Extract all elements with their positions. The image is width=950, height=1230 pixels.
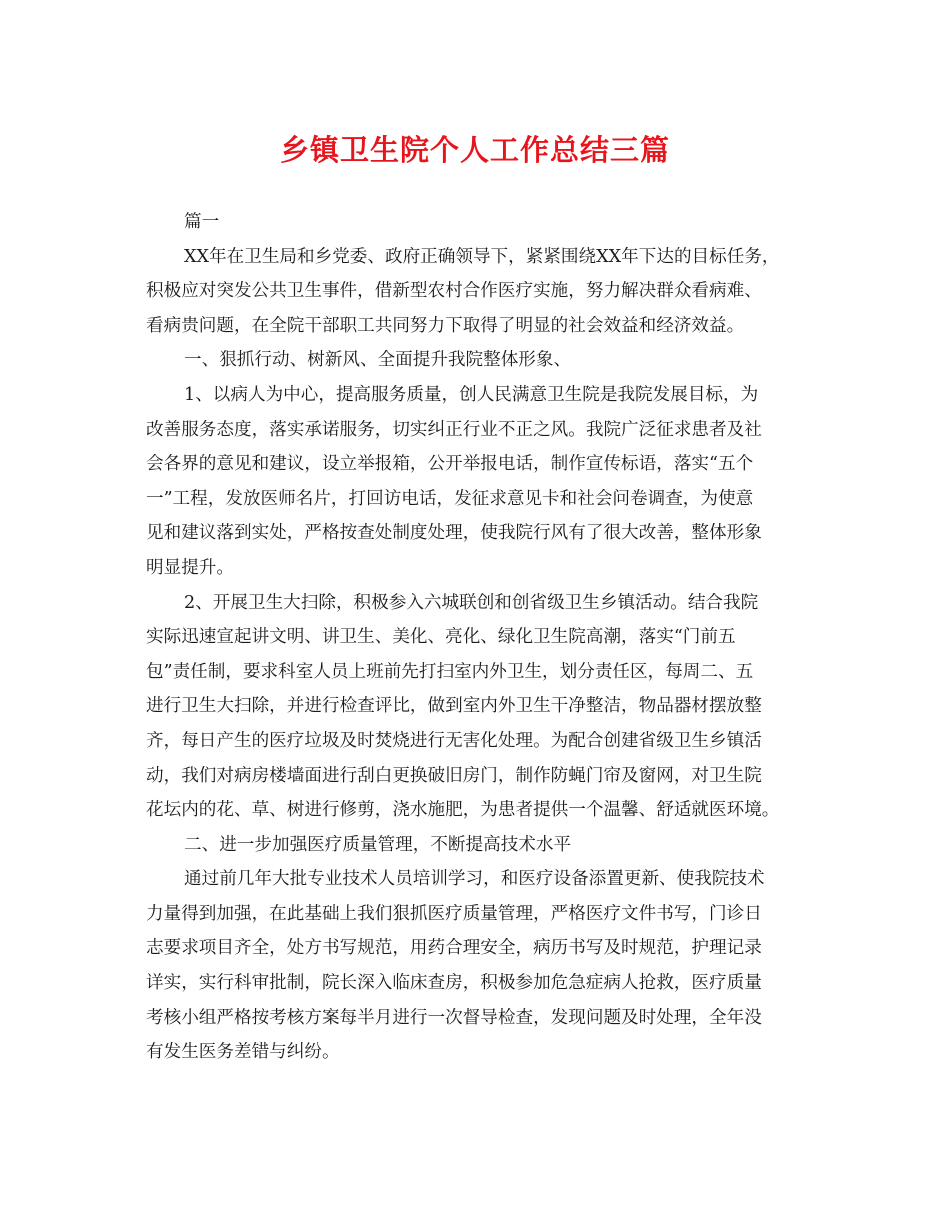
text-line: 看病贵问题，在全院干部职工共同努力下取得了明显的社会效益和经济效益。 xyxy=(146,315,745,336)
text-line: 明显提升。 xyxy=(146,557,234,578)
text-line: 2、开展卫生大扫除，积极参入六城联创和创省级卫生乡镇活动。结合我院 xyxy=(184,592,759,613)
text-line: 进行卫生大扫除，并进行检查评比，做到室内外卫生干净整洁，物品器材摆放整 xyxy=(146,696,762,717)
text-line: 考核小组严格按考核方案每半月进行一次督导检查，发现问题及时处理，全年没 xyxy=(146,1007,762,1028)
text-line: 一”工程，发放医师名片，打回访电话，发征求意见卡和社会问卷调查，为使意 xyxy=(146,488,754,509)
text-line: 动，我们对病房楼墙面进行刮白更换破旧房门，制作防蝇门帘及窗网，对卫生院 xyxy=(146,765,762,786)
text-line: 齐，每日产生的医疗垃圾及时焚烧进行无害化处理。为配合创建省级卫生乡镇活 xyxy=(146,730,762,751)
text-line: 实际迅速宣起讲文明、讲卫生、美化、亮化、绿化卫生院高潮，落实“门前五 xyxy=(146,627,736,648)
text-line: XX年在卫生局和乡党委、政府正确领导下，紧紧围绕XX年下达的目标任务， xyxy=(184,246,780,267)
text-line: 花坛内的花、草、树进行修剪，浇水施肥，为患者提供一个温馨、舒适就医环境。 xyxy=(146,800,780,821)
text-line: 力量得到加强，在此基础上我们狠抓医疗质量管理，严格医疗文件书写，门诊日 xyxy=(146,903,762,924)
text-line: 见和建议落到实处，严格按查处制度处理，使我院行风有了很大改善，整体形象 xyxy=(146,523,762,544)
text-line: 会各界的意见和建议，设立举报箱，公开举报电话，制作宣传标语，落实“五个 xyxy=(146,454,754,475)
document-title: 乡镇卫生院个人工作总结三篇 xyxy=(279,133,670,167)
text-line: 包”责任制，要求科室人员上班前先打扫室内外卫生，划分责任区，每周二、五 xyxy=(146,661,754,682)
text-line: 积极应对突发公共卫生事件，借新型农村合作医疗实施，努力解决群众看病难、 xyxy=(146,281,762,302)
text-line: 志要求项目齐全，处方书写规范，用药合理安全，病历书写及时规范，护理记录 xyxy=(146,938,762,959)
text-line: 一、狠抓行动、树新风、全面提升我院整体形象、 xyxy=(184,350,572,371)
text-line: 有发生医务差错与纠纷。 xyxy=(146,1042,340,1063)
text-line: 篇一 xyxy=(184,212,220,232)
document-body xyxy=(146,205,812,1070)
text-line: 1、以病人为中心，提高服务质量，创人民满意卫生院是我院发展目标，为 xyxy=(184,384,759,405)
text-line: 通过前几年大批专业技术人员培训学习，和医疗设备添置更新、使我院技术 xyxy=(184,869,765,890)
text-line: 详实，实行科审批制，院长深入临床查房，积极参加危急症病人抢救，医疗质量 xyxy=(146,973,762,994)
text-line: 二、进一步加强医疗质量管理，不断提高技术水平 xyxy=(184,834,572,855)
text-line: 改善服务态度，落实承诺服务，切实纠正行业不正之风。我院广泛征求患者及社 xyxy=(146,419,762,440)
